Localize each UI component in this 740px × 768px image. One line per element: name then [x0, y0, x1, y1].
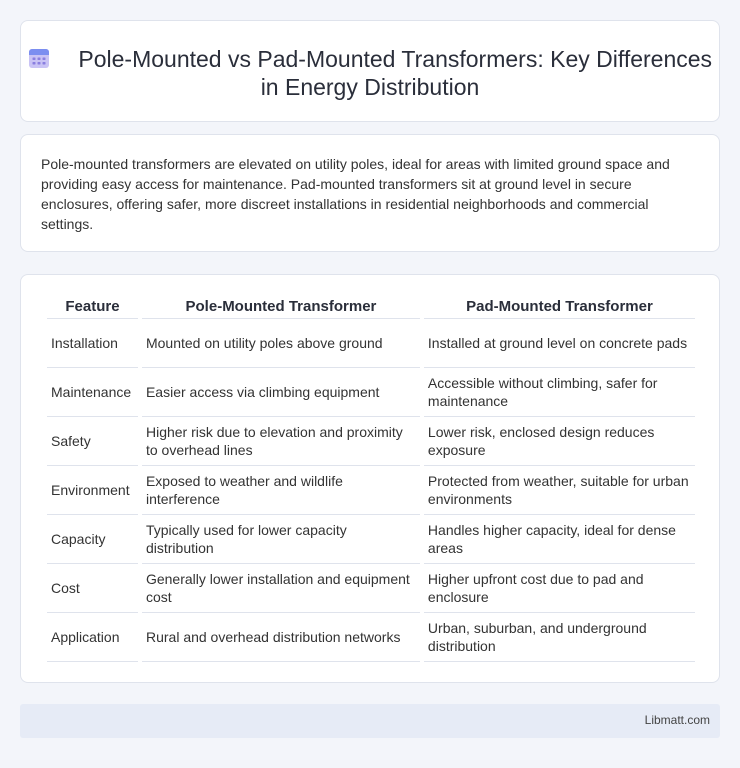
table-row — [47, 368, 695, 417]
pole-cell: Higher risk due to elevation and proximity to overhead lines — [142, 417, 420, 466]
footer-bar — [20, 704, 720, 738]
comparison-table — [43, 295, 699, 662]
calendar-icon — [28, 47, 50, 69]
pole-cell: Generally lower installation and equipment cost — [142, 564, 420, 613]
pad-cell: Higher upfront cost due to pad and enclosure — [424, 564, 695, 613]
pole-cell: Typically used for lower capacity distribution — [142, 515, 420, 564]
table-row — [47, 613, 695, 662]
page-title — [78, 46, 712, 100]
pole-cell: Exposed to weather and wildlife interference — [142, 466, 420, 515]
pad-cell: Lower risk, enclosed design reduces exposure — [424, 417, 695, 466]
pole-cell: Easier access via climbing equipment — [142, 368, 420, 417]
header-pole-mounted: Pole-Mounted Transformer — [142, 295, 420, 319]
table-row — [47, 319, 695, 368]
table-row — [47, 417, 695, 466]
intro-paragraph: Pole-mounted transformers are elevated on utility poles, ideal for areas with limited ground space and providing easy access for maintenance. Pad-mounted transformers sit at ground level in secure enclosures, offering safer, more discreet installations in residential neighborhoods and commercial settings. — [41, 156, 670, 232]
pad-cell: Installed at ground level on concrete pads — [424, 319, 695, 368]
pad-cell: Accessible without climbing, safer for maintenance — [424, 368, 695, 417]
table-header-row — [47, 295, 695, 319]
table-row — [47, 564, 695, 613]
feature-cell: Environment — [47, 466, 138, 515]
feature-cell: Capacity — [47, 515, 138, 564]
table-row — [47, 515, 695, 564]
title-wrap — [21, 45, 719, 101]
header-feature: Feature — [47, 295, 138, 319]
page-title-text: Pole-Mounted vs Pad-Mounted Transformers: Key Differences in Energy Distribution — [78, 46, 713, 100]
feature-cell: Cost — [47, 564, 138, 613]
header-pad-mounted: Pad-Mounted Transformer — [424, 295, 695, 319]
pad-cell: Protected from weather, suitable for urban environments — [424, 466, 695, 515]
pad-cell: Urban, suburban, and underground distribution — [424, 613, 695, 662]
feature-cell: Safety — [47, 417, 138, 466]
pole-cell: Mounted on utility poles above ground — [142, 319, 420, 368]
pole-cell: Rural and overhead distribution networks — [142, 613, 420, 662]
intro-card — [20, 134, 720, 252]
comparison-card — [20, 274, 720, 683]
footer-brand-link[interactable]: Libmatt.com — [644, 713, 710, 727]
feature-cell: Application — [47, 613, 138, 662]
pad-cell: Handles higher capacity, ideal for dense areas — [424, 515, 695, 564]
table-row — [47, 466, 695, 515]
feature-cell: Maintenance — [47, 368, 138, 417]
header-card — [20, 20, 720, 122]
feature-cell: Installation — [47, 319, 138, 368]
